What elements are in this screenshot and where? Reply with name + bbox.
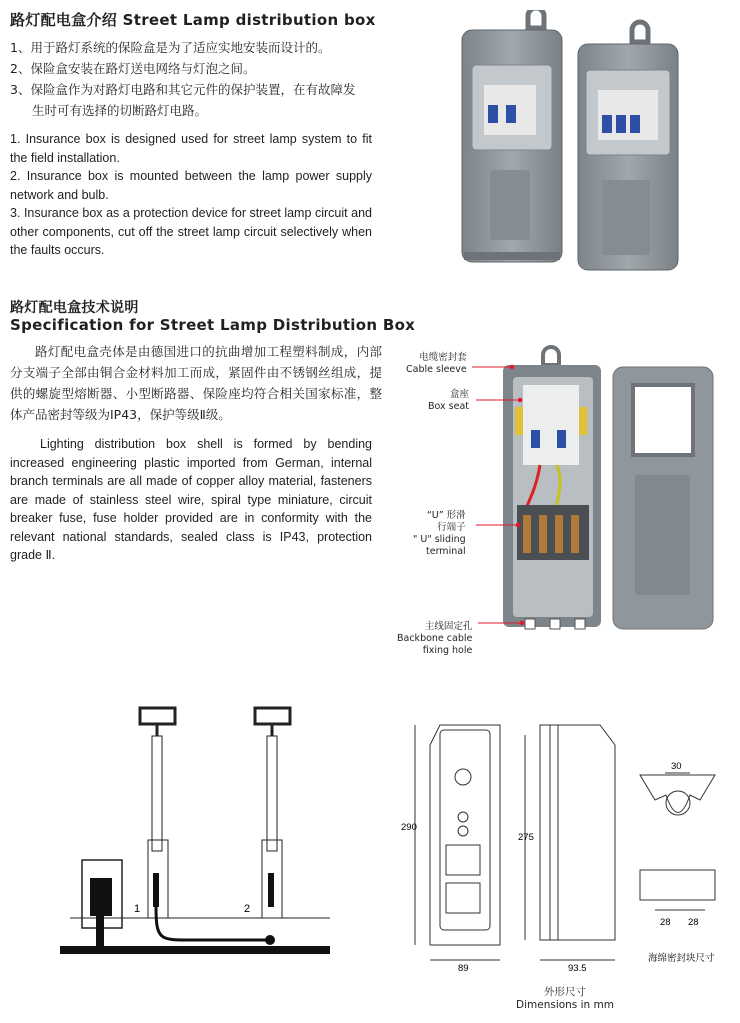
pole-2-number: 2 (244, 903, 251, 915)
pole-1-number: 1 (134, 903, 141, 915)
u-terminal-label-en2: terminal (426, 546, 466, 557)
cable-sleeve-label-en: Cable sleeve (406, 364, 467, 375)
intro-en-item: 2. Insurance box is mounted between the lamp power supply network and bulb. (10, 169, 372, 202)
intro-zh-item: 1、用于路灯系统的保险盒是为了适应实地安装而设计的。 (10, 40, 331, 55)
fixing-hole-label (397, 621, 472, 657)
intro-zh-list (10, 37, 380, 121)
dim-width: 89 (458, 963, 469, 974)
box-seat-label (428, 389, 469, 413)
dim-top: 30 (671, 761, 682, 772)
intro-zh-item: 3、保险盒作为对路灯电路和其它元件的保护装置，在有故障发 (10, 82, 356, 97)
spec-title-en: Specification for Street Lamp Distribution Box (10, 316, 416, 334)
intro-zh-item: 2、保险盒安装在路灯送电网络与灯泡之间。 (10, 61, 256, 76)
dimensions-caption-en: Dimensions in mm (516, 999, 614, 1011)
dim-depth: 93.5 (568, 963, 587, 974)
box-photo-1 (462, 10, 562, 262)
spec-en-text: Lighting distribution box shell is formed by bending increased engineering plastic imported from German, internal branch terminals are all made of copper alloy material, fasteners are made of stainless steel wire, spiral type miniature, circuit breaker fuse, fuse holder provided are in conformity with the relevant national standards, sealed class is IP43, protection grade Ⅱ. (10, 437, 372, 562)
fixing-hole-label-en2: fixing hole (422, 645, 473, 656)
cable-sleeve-label (406, 352, 467, 376)
box-seat-label-zh: 盒座 (450, 389, 470, 400)
box-seat-label-en: Box seat (428, 401, 470, 412)
dimension-drawing (400, 705, 730, 975)
box-cover-photo (613, 367, 713, 629)
sponge-caption: 海绵密封块尺寸 (648, 953, 715, 964)
intro-en-item: 1. Insurance box is designed used for street lamp system to fit the field installation. (10, 132, 372, 165)
intro-en-list (10, 130, 372, 260)
fixing-hole-label-zh: 主线固定孔 (424, 621, 473, 632)
dimensions-caption (505, 984, 625, 1011)
dim-slot-right: 28 (688, 917, 699, 928)
u-terminal-label-zh2: 行端子 (437, 522, 466, 533)
box-photo-2 (578, 22, 678, 270)
dim-height-inner: 275 (518, 832, 534, 843)
product-photo (450, 10, 680, 275)
intro-zh-item: 生时可有选择的切断路灯电路。 (32, 103, 208, 118)
intro-en-item: 3. Insurance box as a protection device for street lamp circuit and other components, cut off the street lamp circuit selectively when the faults occurs. (10, 206, 372, 257)
cable-sleeve-label-zh: 电缆密封套 (419, 352, 467, 363)
callout-arrows (470, 355, 560, 635)
spec-zh-text: 路灯配电盒壳体是由德国进口的抗曲增加工程塑料制成，内部分支端子全部由铜合金材料加工而成，紧固件由不锈钢丝组成，提供的螺旋型熔断器、小型断路器、保险座均符合相关国家标准，整体产品密封等级为IP43，保护等级Ⅱ级。 (10, 344, 382, 422)
installation-diagram (40, 700, 330, 970)
u-terminal-label (413, 510, 466, 558)
intro-title: 路灯配电盒介绍 Street Lamp distribution box (10, 11, 376, 29)
spec-title-zh: 路灯配电盒技术说明 (10, 300, 139, 316)
dim-height: 290 (401, 822, 417, 833)
u-terminal-label-en1: " U" sliding (413, 534, 466, 545)
dim-slot-left: 28 (660, 917, 671, 928)
fixing-hole-label-en1: Backbone cable (397, 633, 473, 644)
u-terminal-label-zh1: “U” 形滑 (426, 510, 466, 521)
dimensions-caption-zh: 外形尺寸 (544, 986, 586, 998)
